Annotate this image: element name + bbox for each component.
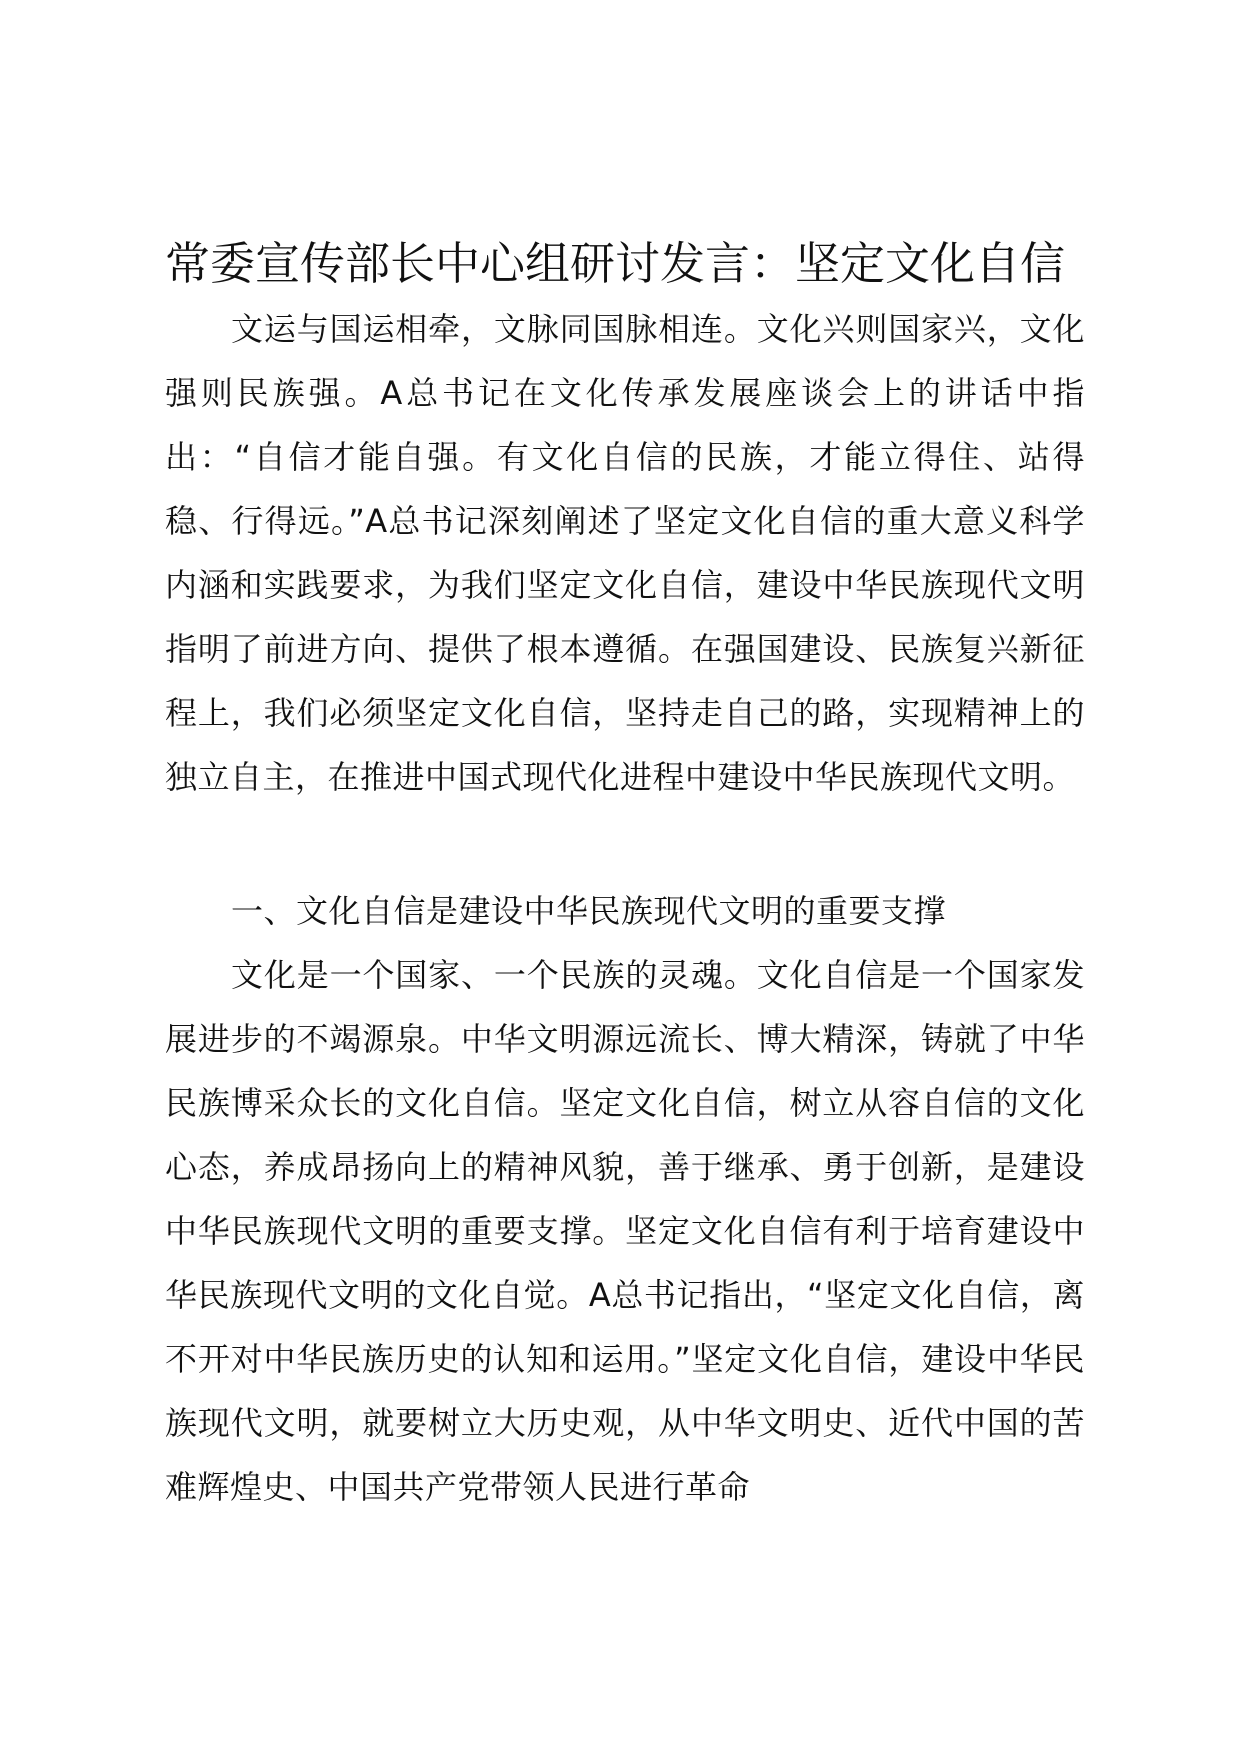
paragraph-section-1: 文化是一个国家、一个民族的灵魂。文化自信是一个国家发展进步的不竭源泉。中华文明源远流长、博大精深，铸就了中华民族博采众长的文化自信。坚定文化自信，树立从容自信的文化心态，养成昂扬向上的精神风貌，善于继承、勇于创新，是建设中华民族现代文明的重要支撑。坚定文化自信有利于培育建设中华民族现代文明的文化自觉。A总书记指出，“坚定文化自信，离不开对中华民族历史的认知和运用。”坚定文化自信，建设中华民族现代文明，就要树立大历史观，从中华文明史、近代中国的苦难辉煌史、中国共产党带领人民进行革命 — [165, 956, 1085, 1506]
paragraph-intro: 文运与国运相牵，文脉同国脉相连。文化兴则国家兴，文化强则民族强。A总书记在文化传承发展座谈会上的讲话中指出：“自信才能自强。有文化自信的民族，才能立得住、站得稳、行得远。”A总书记深刻阐述了坚定文化自信的重大意义科学内涵和实践要求，为我们坚定文化自信，建设中华民族现代文明指明了前进方向、提供了根本遵循。在强国建设、民族复兴新征程上，我们必须坚定文化自信，坚持走自己的路，实现精神上的独立自主，在推进中国式现代化进程中建设中华民族现代文明。 — [165, 310, 1085, 796]
document-title: 常委宣传部长中心组研讨发言：坚定文化自信 — [165, 237, 1066, 290]
section-heading-1: 一、文化自信是建设中华民族现代文明的重要支撑 — [231, 892, 947, 930]
